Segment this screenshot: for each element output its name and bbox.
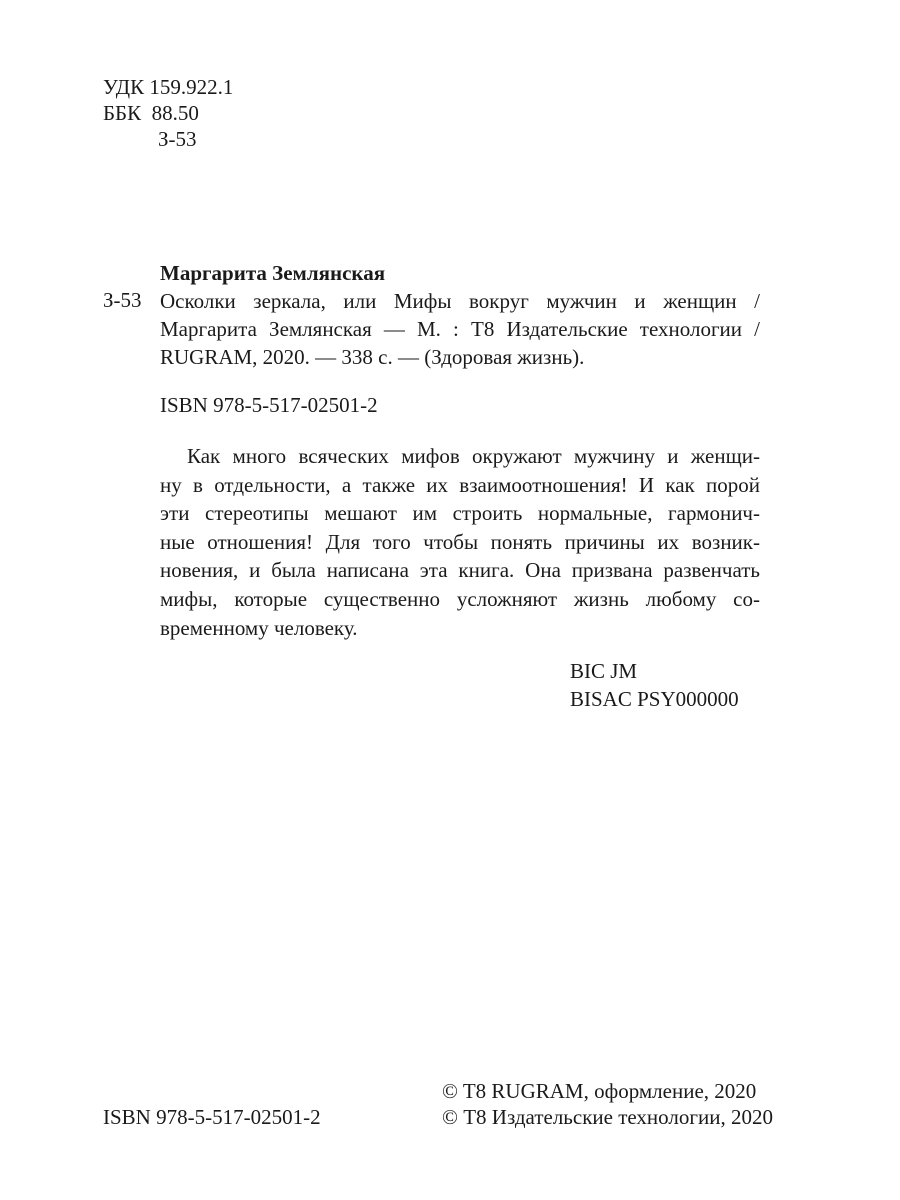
annotation-line: эти стереотипы мешают им строить нормальные, гармонич- xyxy=(160,501,760,526)
udk-code: УДК 159.922.1 xyxy=(103,75,234,99)
isbn: ISBN 978-5-517-02501-2 xyxy=(160,393,378,417)
annotation-line: мифы, которые существенно усложняют жизнь любому со- xyxy=(160,586,760,611)
isbn-footer: ISBN 978-5-517-02501-2 xyxy=(103,1105,321,1129)
copyright-design: © T8 RUGRAM, оформление, 2020 xyxy=(442,1079,757,1103)
bbk-code: ББК 88.50 xyxy=(103,101,199,125)
annotation-line: временному человеку. xyxy=(160,615,358,640)
bib-line: Осколки зеркала, или Мифы вокруг мужчин и женщин / xyxy=(160,289,760,313)
annotation-line: ные отношения! Для того чтобы понять причины их возник- xyxy=(160,529,760,554)
copyright-publisher: © Т8 Издательские технологии, 2020 xyxy=(442,1105,773,1129)
cutter-code: З-53 xyxy=(158,127,197,151)
bib-line: RUGRAM, 2020. — 338 с. — (Здоровая жизнь). xyxy=(160,345,585,369)
bic-code: BIC JM xyxy=(570,659,638,683)
bib-line: Маргарита Землянская — М. : Т8 Издательские технологии / xyxy=(160,317,760,341)
annotation-line: Как много всяческих мифов окружают мужчину и женщи- xyxy=(187,444,760,468)
annotation-line: ну в отдельности, а также их взаимоотношения! И как порой xyxy=(160,472,760,497)
cutter-code-side: З-53 xyxy=(103,288,142,312)
annotation-paragraph xyxy=(160,442,760,642)
bibliographic-description xyxy=(160,287,760,371)
bisac-code: BISAC PSY000000 xyxy=(570,687,739,711)
author-heading: Маргарита Землянская xyxy=(160,261,386,285)
annotation-line: новения, и была написана эта книга. Она призвана развенчать xyxy=(160,558,760,583)
